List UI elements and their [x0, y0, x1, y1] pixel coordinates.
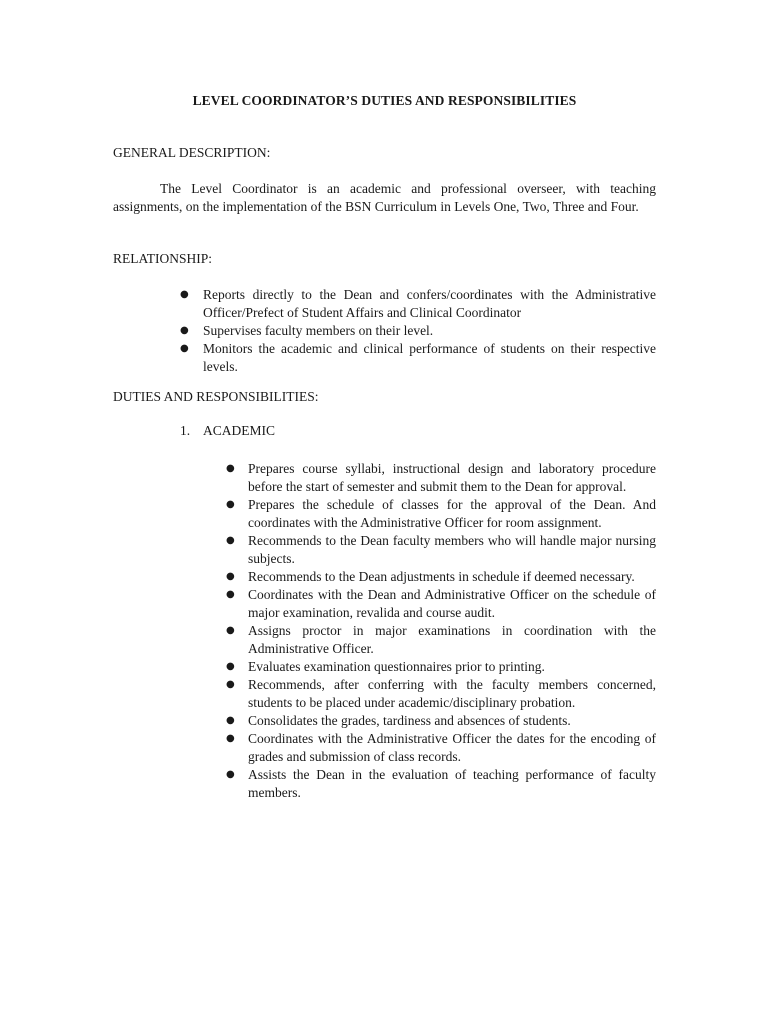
list-item-text: Coordinates with the Dean and Administrative Officer on the schedule of major examination, revalida and course audit. — [248, 587, 656, 620]
list-item — [226, 460, 656, 496]
section-number: 1. — [180, 423, 191, 438]
list-item-text: Evaluates examination questionnaires prior to printing. — [248, 659, 545, 674]
list-item — [226, 766, 656, 802]
list-item-text: Assists the Dean in the evaluation of teaching performance of faculty members. — [248, 767, 656, 800]
list-item — [226, 568, 656, 586]
bullet-icon: ● — [226, 733, 235, 744]
list-item-text: Prepares course syllabi, instructional design and laboratory procedure before the start of semester and submit them to the Dean for approval. — [248, 461, 656, 494]
bullet-icon: ● — [226, 661, 235, 672]
list-item — [180, 322, 656, 340]
duties-sections-list — [113, 422, 656, 802]
list-item — [226, 730, 656, 766]
list-item — [226, 676, 656, 712]
list-item — [226, 532, 656, 568]
bullet-icon: ● — [226, 589, 235, 600]
bullet-icon: ● — [226, 715, 235, 726]
list-item-text: Recommends to the Dean faculty members who will handle major nursing subjects. — [248, 533, 656, 566]
list-item — [226, 622, 656, 658]
bullet-icon: ● — [226, 679, 235, 690]
list-item-text: Recommends to the Dean adjustments in schedule if deemed necessary. — [248, 569, 635, 584]
list-item — [226, 586, 656, 622]
bullet-icon: ● — [226, 769, 235, 780]
list-item — [226, 712, 656, 730]
duties-section-academic — [180, 422, 656, 802]
list-item-text: Coordinates with the Administrative Officer the dates for the encoding of grades and submission of class records. — [248, 731, 656, 764]
general-description-paragraph: The Level Coordinator is an academic and professional overseer, with teaching assignments, on the implementation of the BSN Curriculum in Levels One, Two, Three and Four. — [113, 181, 656, 214]
list-item — [180, 340, 656, 376]
list-item — [226, 496, 656, 532]
bullet-icon: ● — [180, 289, 189, 300]
list-item — [226, 658, 656, 676]
list-item-text: Consolidates the grades, tardiness and absences of students. — [248, 713, 571, 728]
bullet-icon: ● — [226, 571, 235, 582]
list-item-text: Recommends, after conferring with the faculty members concerned, students to be placed under academic/disciplinary probation. — [248, 677, 656, 710]
bullet-icon: ● — [226, 499, 235, 510]
list-item-text: Prepares the schedule of classes for the approval of the Dean. And coordinates with the Administrative Officer for room assignment. — [248, 497, 656, 530]
relationship-list — [113, 286, 656, 376]
bullet-icon: ● — [180, 343, 189, 354]
list-item-text: Supervises faculty members on their level. — [203, 323, 434, 338]
relationship-heading: RELATIONSHIP: — [113, 251, 213, 266]
list-item — [180, 286, 656, 322]
duties-heading: DUTIES AND RESPONSIBILITIES: — [113, 389, 319, 404]
bullet-icon: ● — [180, 325, 189, 336]
list-item-text: Assigns proctor in major examinations in coordination with the Administrative Officer. — [248, 623, 656, 656]
bullet-icon: ● — [226, 535, 235, 546]
spacer — [113, 162, 656, 180]
bullet-icon: ● — [226, 463, 235, 474]
list-item-text: Monitors the academic and clinical performance of students on their respective levels. — [203, 341, 656, 374]
bullet-icon: ● — [226, 625, 235, 636]
list-item-text: Reports directly to the Dean and confers/coordinates with the Administrative Officer/Prefect of Student Affairs and Clinical Coordinator — [203, 287, 656, 320]
document-title: LEVEL COORDINATOR’S DUTIES AND RESPONSIBILITIES — [192, 93, 577, 108]
section-label: ACADEMIC — [203, 423, 276, 438]
general-description-heading: GENERAL DESCRIPTION: — [113, 145, 271, 160]
academic-duties-list — [180, 460, 656, 802]
